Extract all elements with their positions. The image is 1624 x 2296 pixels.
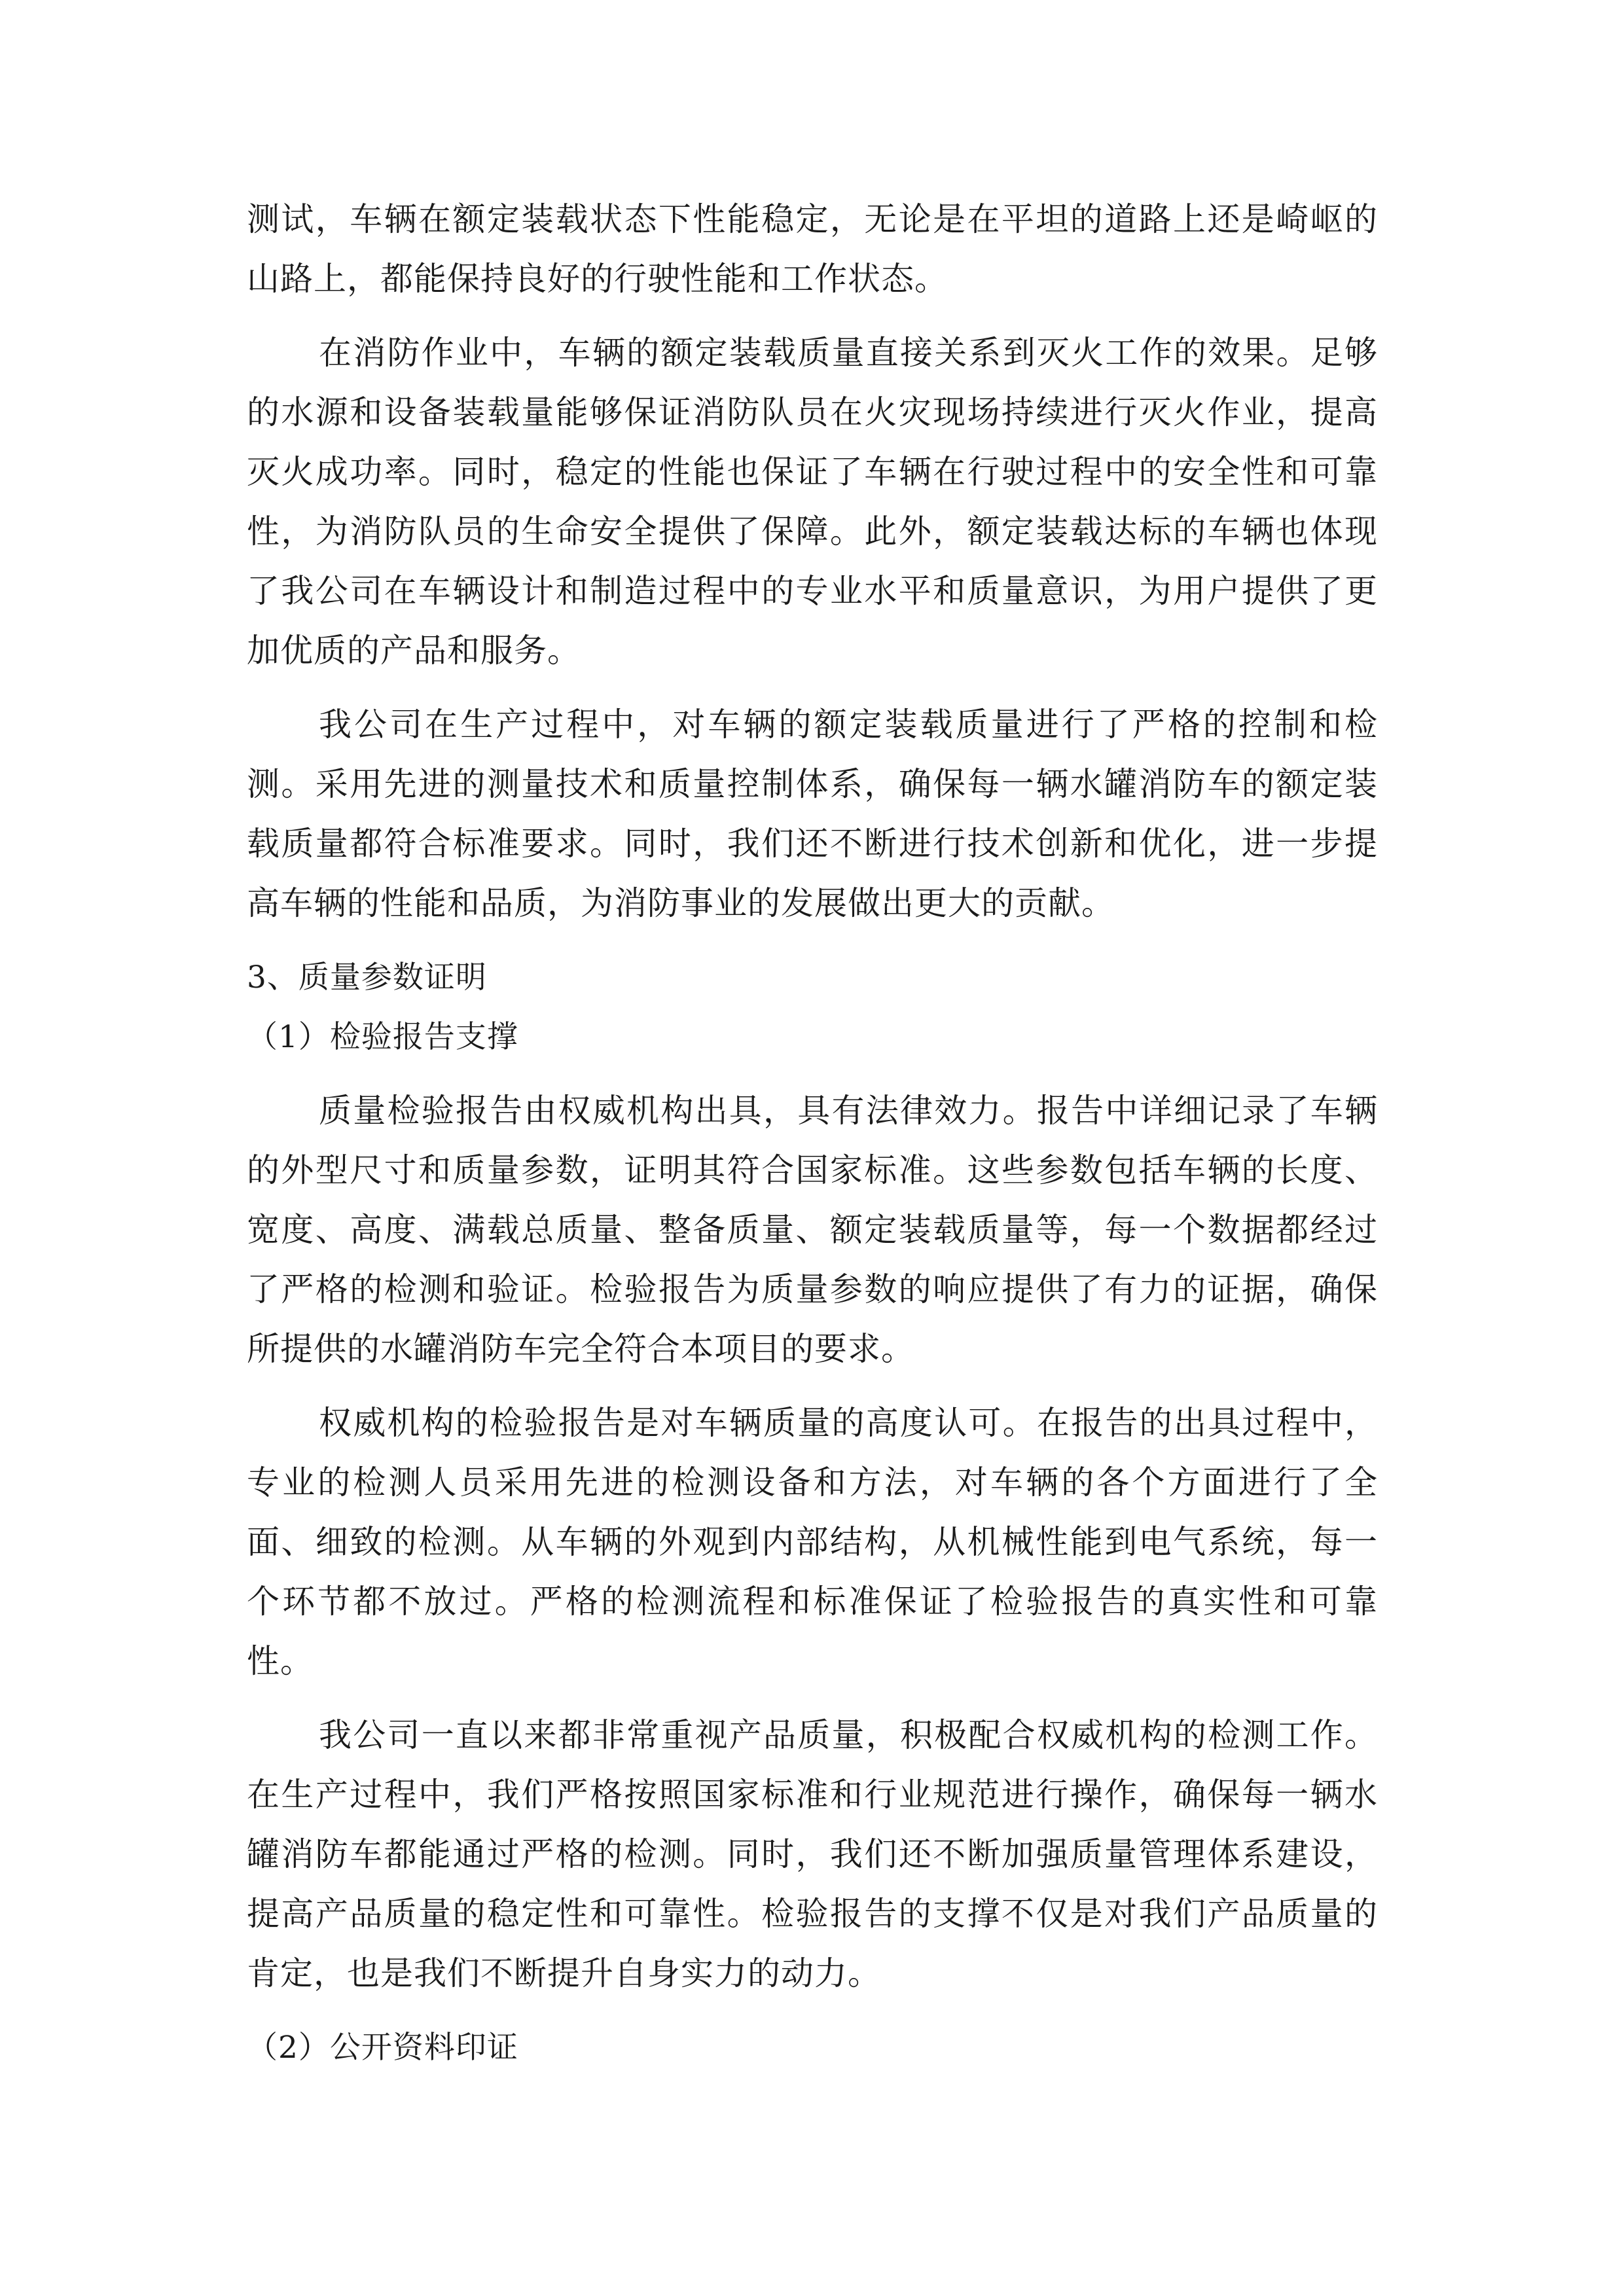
paragraph: 质量检验报告由权威机构出具，具有法律效力。报告中详细记录了车辆的外型尺寸和质量参数，证明其符合国家标准。这些参数包括车辆的长度、宽度、高度、满载总质量、整备质量、额定装载质量等，每一个数据都经过了严格的检测和验证。检验报告为质量参数的响应提供了有力的证据，确保所提供的水罐消防车完全符合本项目的要求。 — [247, 1092, 1378, 1368]
paragraph: 我公司一直以来都非常重视产品质量，积极配合权威机构的检测工作。在生产过程中，我们严格按照国家标准和行业规范进行操作，确保每一辆水罐消防车都能通过严格的检测。同时，我们还不断加强质量管理体系建设，提高产品质量的稳定性和可靠性。检验报告的支撑不仅是对我们产品质量的肯定，也是我们不断提升自身实力的动力。 — [247, 1716, 1378, 1992]
section-heading: 3、质量参数证明 — [247, 960, 487, 996]
paragraph: 测试，车辆在额定装载状态下性能稳定，无论是在平坦的道路上还是崎岖的山路上，都能保持良好的行驶性能和工作状态。 — [247, 200, 1378, 298]
document-body — [247, 190, 1378, 2077]
paragraph: 在消防作业中，车辆的额定装载质量直接关系到灭火工作的效果。足够的水源和设备装载量能够保证消防队员在火灾现场持续进行灭火作业，提高灭火成功率。同时，稳定的性能也保证了车辆在行驶过程中的安全性和可靠性，为消防队员的生命安全提供了保障。此外，额定装载达标的车辆也体现了我公司在车辆设计和制造过程中的专业水平和质量意识，为用户提供了更加优质的产品和服务。 — [247, 334, 1378, 670]
paragraph: 我公司在生产过程中，对车辆的额定装载质量进行了严格的控制和检测。采用先进的测量技术和质量控制体系，确保每一辆水罐消防车的额定装载质量都符合标准要求。同时，我们还不断进行技术创新和优化，进一步提高车辆的性能和品质，为消防事业的发展做出更大的贡献。 — [247, 706, 1378, 922]
subsection-heading: （1）检验报告支撑 — [247, 1019, 518, 1055]
paragraph: 权威机构的检验报告是对车辆质量的高度认可。在报告的出具过程中，专业的检测人员采用先进的检测设备和方法，对车辆的各个方面进行了全面、细致的检测。从车辆的外观到内部结构，从机械性能到电气系统，每一个环节都不放过。严格的检测流程和标准保证了检验报告的真实性和可靠性。 — [247, 1404, 1378, 1680]
subsection-heading: （2）公开资料印证 — [247, 2030, 518, 2066]
